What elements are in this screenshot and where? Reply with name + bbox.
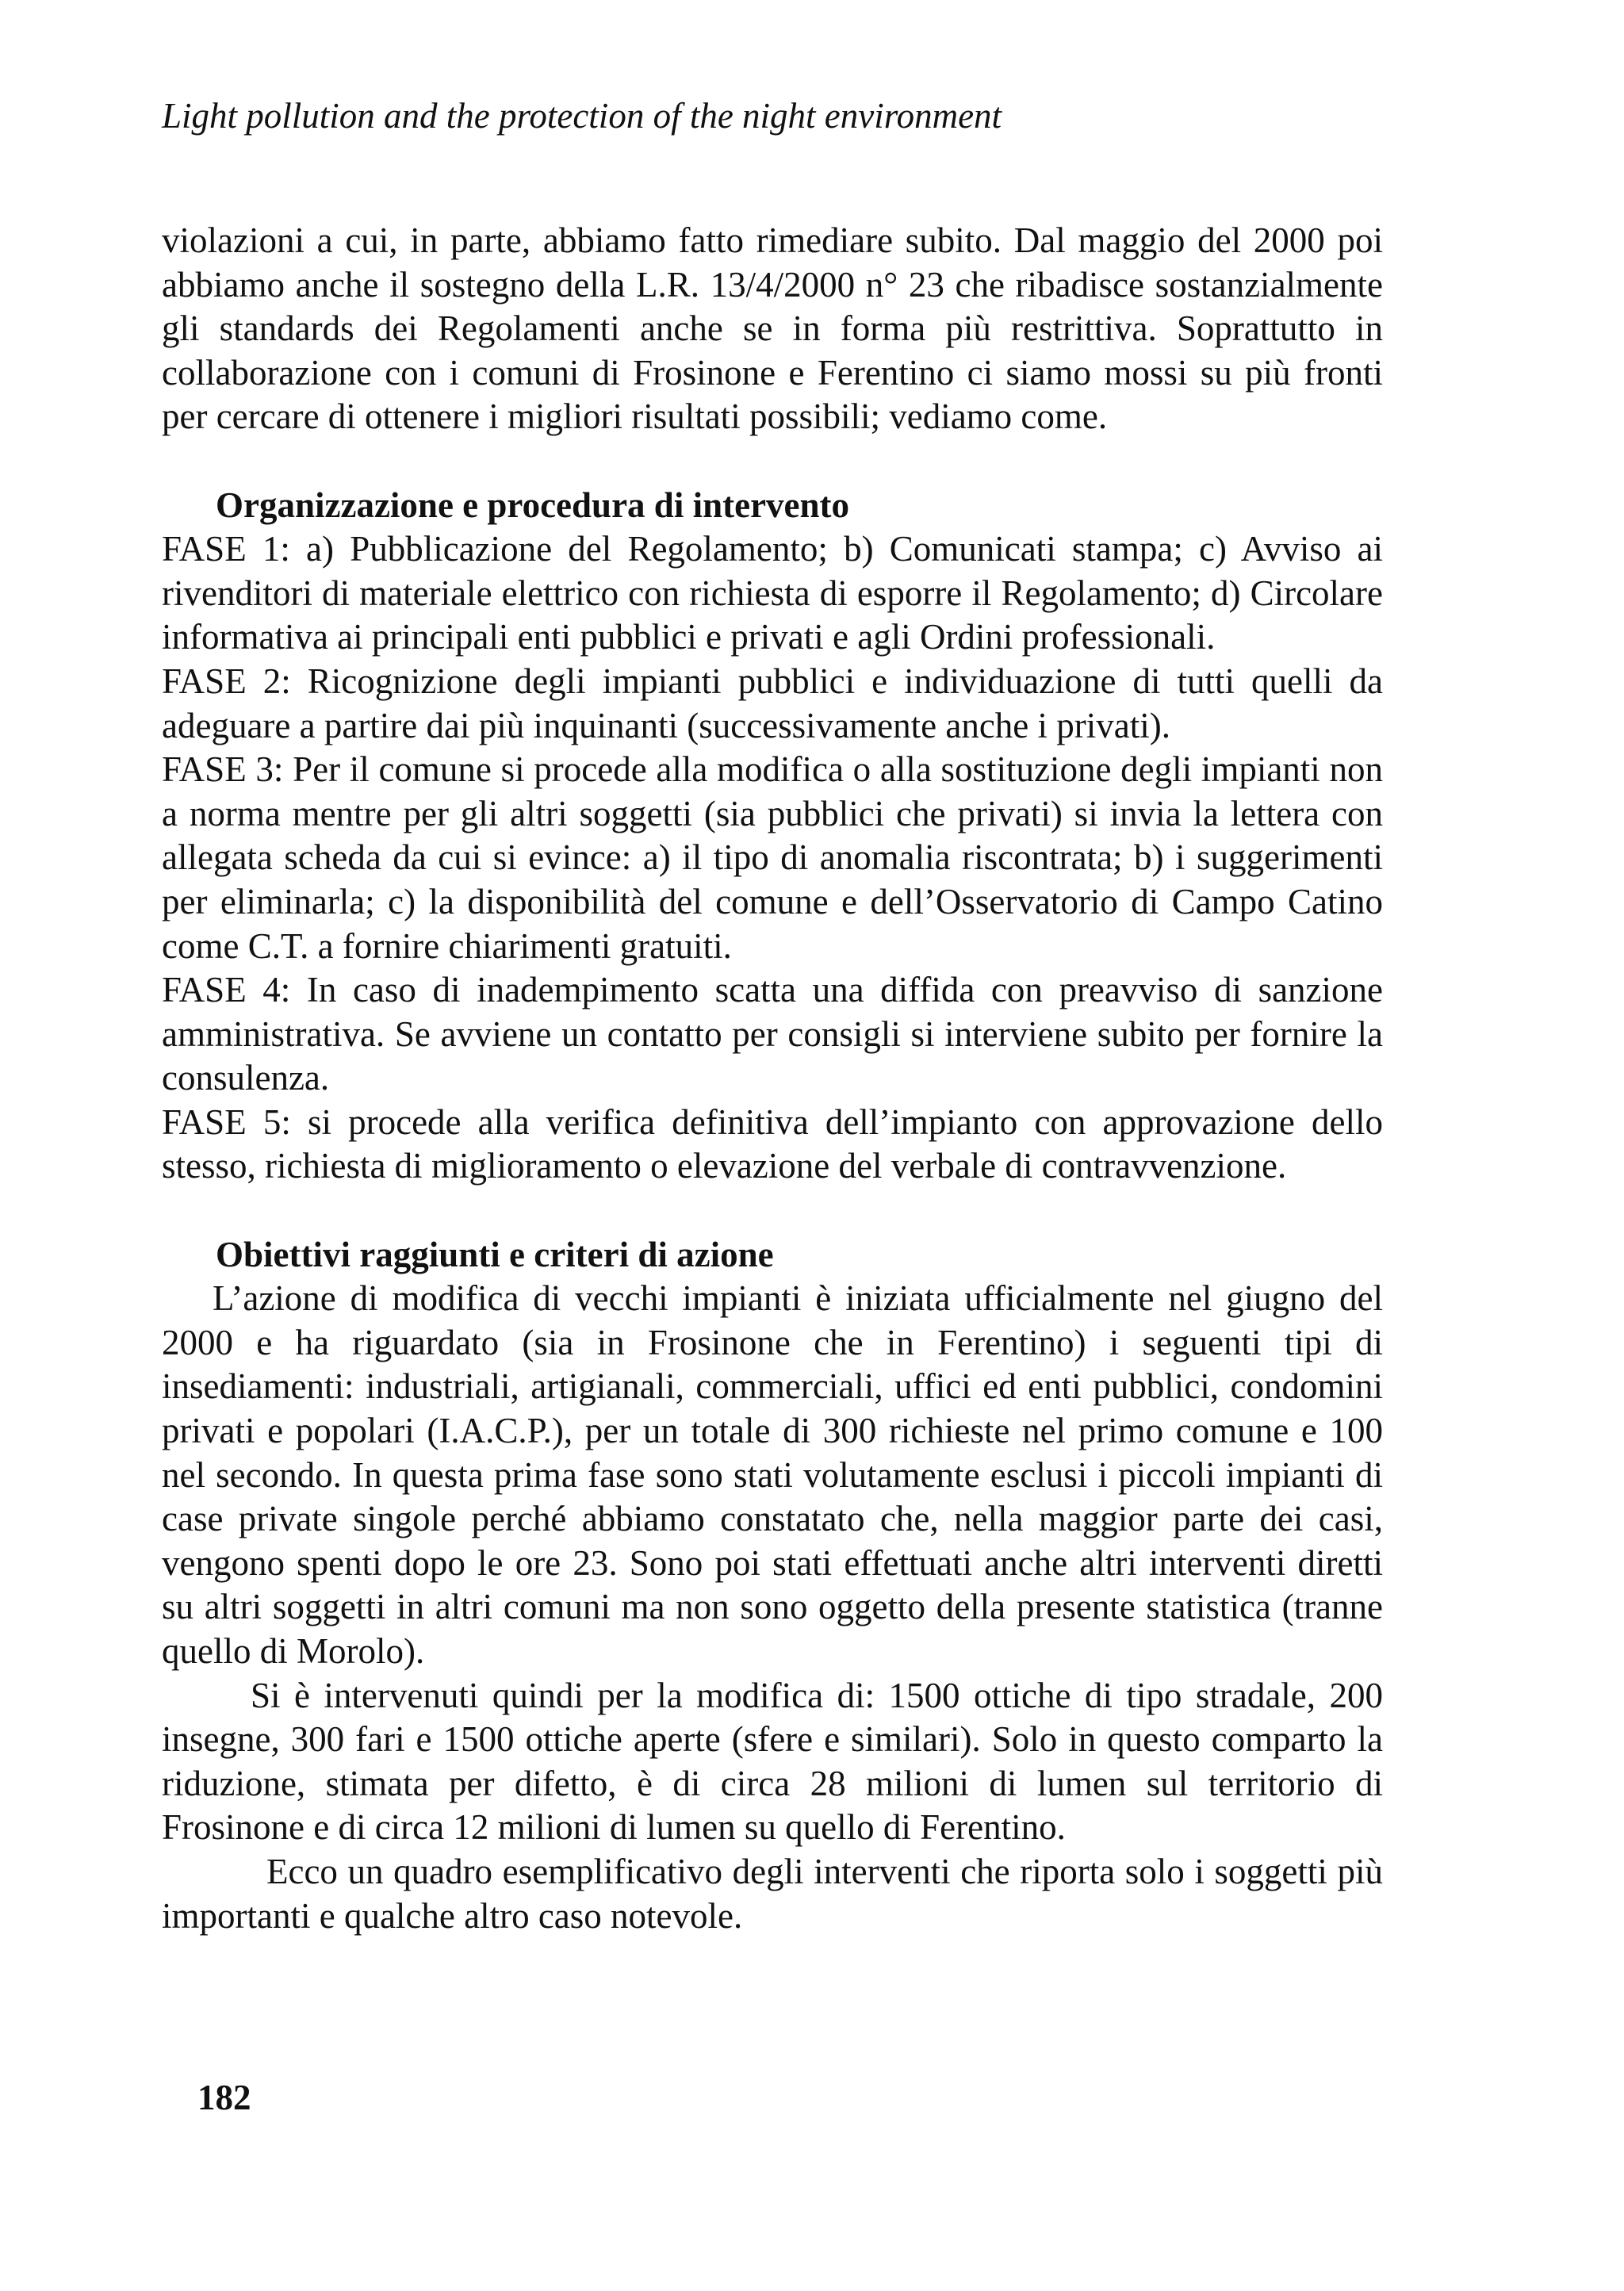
phase-3-paragraph: FASE 3: Per il comune si procede alla modifica o alla sostituzione degli impianti non a norma mentre per gli altri soggetti (sia pubblici che privati) si invia la lettera con allegata scheda da cui si evince: a) il tipo di anomalia riscontrata; b) i suggerimenti per eliminarla; c) la disponibilità del comune e dell’Osservatorio di Campo Catino come C.T. a fornire chiarimenti gratuiti. [162,749,1383,966]
obiettivi-paragraph-2: Si è intervenuti quindi per la modifica di: 1500 ottiche di tipo stradale, 200 insegne, 300 fari e 1500 ottiche aperte (sfere e similari). Solo in questo comparto la riduzione, stimata per difetto, è di circa 28 milioni di lumen sul territorio di Frosinone e di circa 12 milioni di lumen su quello di Ferentino. [162,1675,1383,1848]
running-header: Light pollution and the protection of the night environment [162,96,1002,136]
intro-paragraph: violazioni a cui, in parte, abbiamo fatto rimediare subito. Dal maggio del 2000 poi abbiamo anche il sostegno della L.R. 13/4/2000 n° 23 che ribadisce sostanzialmente gli standards dei Regolamenti anche se in forma più restrittiva. Soprattutto in collaborazione con i comuni di Frosinone e Ferentino ci siamo mossi su più fronti per cercare di ottenere i migliori risultati possibili; vediamo come. [162,220,1383,437]
phase-4-paragraph: FASE 4: In caso di inadempimento scatta una diffida con preavviso di sanzione amministrativa. Se avviene un contatto per consigli si interviene subito per fornire la consulenza. [162,970,1383,1098]
obiettivi-paragraph-1: L’azione di modifica di vecchi impianti è iniziata ufficialmente nel giugno del 2000 e ha riguardato (sia in Frosinone che in Ferentino) i seguenti tipi di insediamenti: industriali, artigianali, commerciali, uffici ed enti pubblici, condomini privati e popolari (I.A.C.P.), per un totale di 300 richieste nel primo comune e 100 nel secondo. In questa prima fase sono stati volutamente esclusi i piccoli impianti di case private singole perché abbiamo constatato che, nella maggior parte dei casi, vengono spenti dopo le ore 23. Sono poi stati effettuati anche altri interventi diretti su altri soggetti in altri comuni ma non sono oggetto della presente statistica (tranne quello di Morolo). [162,1278,1383,1671]
section-heading-organizzazione: Organizzazione e procedura di intervento [216,485,850,525]
phase-5-paragraph: FASE 5: si procede alla verifica definitiva dell’impianto con approvazione dello stesso, richiesta di miglioramento o elevazione del verbale di contravvenzione. [162,1101,1383,1186]
phase-1-paragraph: FASE 1: a) Pubblicazione del Regolamento; b) Comunicati stampa; c) Avviso ai rivenditori di materiale elettrico con richiesta di esporre il Regolamento; d) Circolare informativa ai principali enti pubblici e privati e agli Ordini professionali. [162,529,1383,657]
section-heading-obiettivi: Obiettivi raggiunti e criteri di azione [216,1234,774,1274]
obiettivi-paragraph-3: Ecco un quadro esemplificativo degli interventi che riporta solo i soggetti più importanti e qualche altro caso notevole. [162,1851,1383,1936]
page-body [162,219,1383,1938]
page-number: 182 [197,2078,251,2117]
phase-2-paragraph: FASE 2: Ricognizione degli impianti pubblici e individuazione di tutti quelli da adeguare a partire dai più inquinanti (successivamente anche i privati). [162,661,1383,745]
